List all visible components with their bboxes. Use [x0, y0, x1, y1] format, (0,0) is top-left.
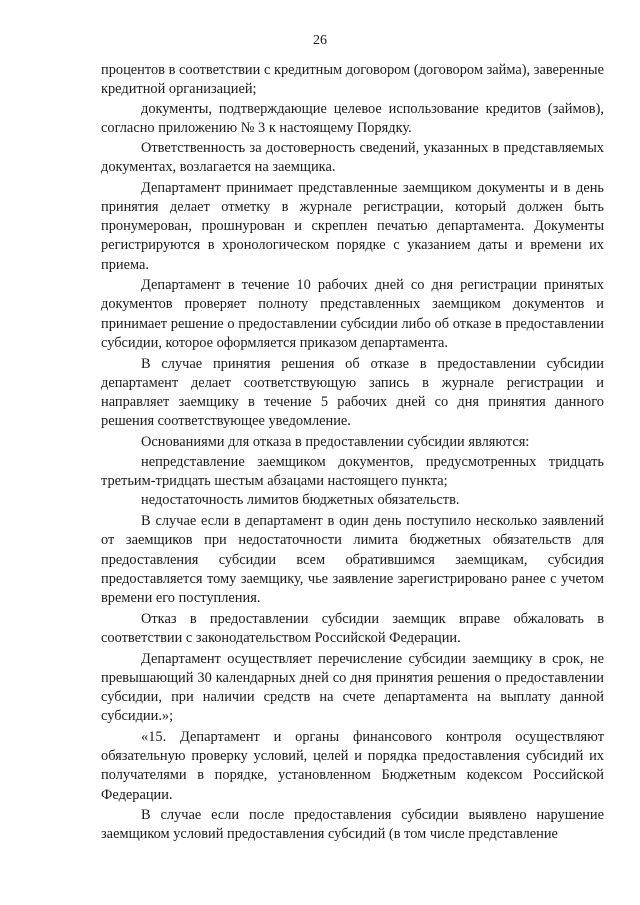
paragraph-5: Департамент в течение 10 рабочих дней со дня регистрации принятых документов проверяет полноту представленных заемщиком документов и принимает решение о предоставлении субсидии либо об отказе в предоставлении субсидии, которое оформляется приказом департамента. [101, 277, 604, 351]
paragraph-11: Отказ в предоставлении субсидии заемщик вправе обжаловать в соответствии с законодательством Российской Федерации. [101, 610, 604, 646]
paragraph-14: В случае если после предоставления субсидии выявлено нарушение заемщиком условий предоставления субсидий (в том числе представление [101, 807, 604, 843]
paragraph-8: непредставление заемщиком документов, предусмотренных тридцать третьим-тридцать шестым абзацами настоящего пункта; [101, 453, 604, 489]
page-number: 26 [313, 33, 327, 48]
paragraph-10: В случае если в департамент в один день поступило несколько заявлений от заемщиков при недостаточности лимита бюджетных обязательств для предоставления субсидии всем обратившимся заемщикам, субсидия предоставляется тому заемщику, чье заявление зарегистрировано ранее с учетом времени его поступления. [101, 513, 604, 606]
paragraph-12: Департамент осуществляет перечисление субсидии заемщику в срок, не превышающий 30 календарных дней со дня принятия решения о предоставлении субсидии, при наличии средств на счете департамента на выплату данной субсидии.»; [101, 650, 604, 725]
paragraph-1: процентов в соответствии с кредитным договором (договором займа), заверенные кредитной организацией; [101, 62, 604, 98]
paragraph-13: «15. Департамент и органы финансового контроля осуществляют обязательную проверку условий, целей и порядка предоставления субсидий их получателями в порядке, установленном Бюджетным кодексом Российской Федерации. [101, 728, 604, 803]
paragraph-6: В случае принятия решения об отказе в предоставлении субсидии департамент делает соответствующую запись в журнале регистрации и направляет заемщику в течение 5 рабочих дней со дня принятия данного решения соответствующее уведомление. [101, 355, 604, 430]
paragraph-7: Основаниями для отказа в предоставлении субсидии являются: [141, 433, 530, 450]
paragraph-3: Ответственность за достоверность сведений, указанных в представляемых документах, возлагается на заемщика. [101, 139, 604, 176]
paragraph-9: недостаточность лимитов бюджетных обязательств. [141, 492, 460, 509]
paragraph-2: документы, подтверждающие целевое использование кредитов (займов), согласно приложению № 3 к настоящему Порядку. [101, 100, 604, 137]
paragraph-4: Департамент принимает представленные заемщиком документы и в день принятия делает отметку в журнале регистрации, который должен быть пронумерован, прошнурован и скреплен печатью департамента. Документы регистрируются в хронологическом порядке с указанием даты и времени их приема. [101, 179, 604, 273]
document-body [101, 61, 604, 845]
